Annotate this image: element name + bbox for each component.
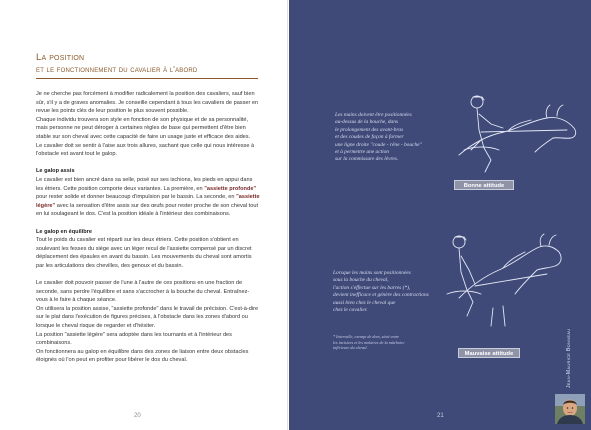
portrait-image	[555, 394, 585, 424]
author-name: Jean-Maurice Bonneau	[566, 328, 572, 388]
caption-bad-attitude: Lorsque les mains sont positionnées sous la bouche du cheval, l'action s'effectue sur les barres (*), devient inefficace et génère des contractions aussi bien chez le cheval que chez le cavalier.	[333, 270, 429, 314]
page-number-right: 21	[437, 413, 444, 419]
subheading-galop-assis: Le galop assis	[36, 168, 75, 175]
page-number-left: 20	[134, 413, 141, 419]
right-page	[289, 0, 591, 430]
highlight-term: "assiette profonde"	[204, 185, 257, 192]
subheading-galop-equilibre: Le galop en équilibre	[36, 228, 92, 235]
badge-good-attitude: Bonne attitude	[454, 180, 514, 190]
title-line-2: et le fonctionnement du cavalier à l'abord	[36, 65, 198, 74]
paragraph: Je ne cherche pas forcément à modifier radicalement la position des cavaliers, sauf bien sûr, s'il y a de graves anomalies. Je conseille cependant à tous les cavaliers de passer en revue les points clés de leur position le plus souvent possible.	[36, 91, 259, 115]
footnote: * Intervalle, exempt de dent, situé entre les incisives et les molaires de la mâchoire inférieure du cheval.	[333, 334, 405, 351]
paragraph: Le cavalier doit se sentir à l'aise aux trois allures, sachant que celle qui nous intéresse à l'obstacle est avant tout le galop.	[36, 142, 255, 158]
author-portrait	[555, 394, 585, 424]
paragraph: La position "assiette légère" sera adoptée dans les tournants et à l'intérieur des combinaisons.	[36, 331, 232, 347]
body-text	[36, 90, 260, 365]
paragraph: Chaque individu trouvera son style en fonction de son physique et de sa personnalité, mais personne ne peut déroger à certaines règles de base qui permettent d'être bien stable sur son cheval avec cette capacité de faire un usage juste et efficace des aides.	[36, 116, 251, 140]
good-attitude-illustration	[419, 80, 589, 190]
title-line-1: La position	[36, 52, 85, 63]
paragraph: On fonctionnera au galop en équilibre dans des zones de liaison entre deux obstacles éloignés où l'on peut en profiter pour libérer le dos du cheval.	[36, 348, 249, 364]
caption-good-attitude: Les mains doivent être positionnées au-dessus de la bouche, dans le prolongement des avant-bras et des coudes de façon à former une ligne droite "coude - rêne - bouche" et à permettre une action sur la commissure des lèvres.	[335, 112, 422, 163]
chapter-title	[36, 52, 258, 79]
paragraph: Le cavalier doit pouvoir passer de l'une à l'autre de ces positions en une fraction de seconde, sans perdre l'équilibre et sans s'accrocher à la bouche du cheval. Entraînez-vous à le faire à chaque séance.	[36, 280, 250, 304]
title-rule	[36, 78, 258, 79]
bad-attitude-illustration	[429, 228, 589, 328]
highlight-term: "assiette légère"	[36, 194, 260, 209]
paragraph: On utilisera la position assise, "assiette profonde" dans le travail de précision. C'est-à-dire sur le plat dans l'exécution de figures précises, à l'obstacle dans les zones d'abord ou lorsque le cheval risque de regarder et d'hésiter.	[36, 305, 259, 330]
paragraph: Tout le poids du cavalier est réparti sur les deux étriers. Cette position s'obtient en soulevant les fesses du siège avec un léger recul de l'assiette compensé par un discret déplacement des épaules en avant du bassin. Les mouvements du cheval sont amortis par les articulations des chevilles, des genoux et du bassin.	[36, 237, 252, 269]
badge-bad-attitude: Mauvaise attitude	[458, 348, 520, 358]
left-page	[0, 0, 288, 430]
paragraph: Le cavalier est bien ancré dans sa selle, posé sur ses ischions, les pieds en appui dans les étriers. Cette position comporte deux variantes. La première, en "assiette profonde" pour rester solide et donner beaucoup d'impulsion par le bassin. La seconde, en "assiette légère" avec la sensation d'être assis sur des œufs pour rester proche de son cheval tout en lui soulageant le dos. C'est la position idéale à l'intérieur des combinaisons.	[36, 176, 260, 218]
